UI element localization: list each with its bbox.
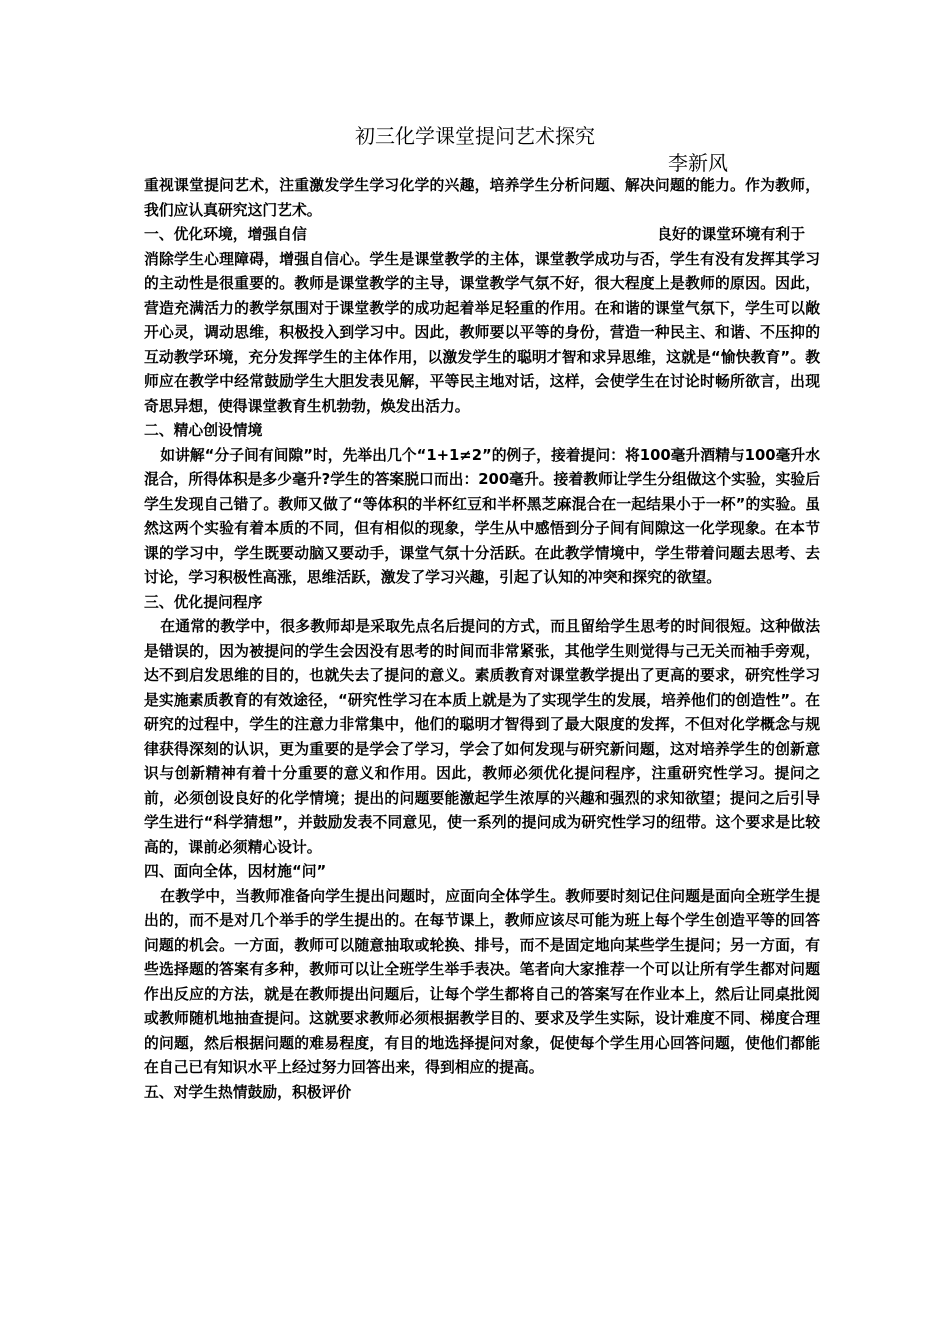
- document-title: 初三化学课堂提问艺术探究: [355, 124, 595, 148]
- document-body: [144, 174, 820, 1105]
- section-4-body: 在教学中，当教师准备向学生提出问题时，应面向全体学生。教师要时刻记住问题是面向全班学生提出的，而不是对几个举手的学生提出的。在每节课上，教师应该尽可能为班上每个学生创造平等的回答问题的机会。一方面，教师可以随意抽取或轮换、排号，而不是固定地向某些学生提问；另一方面，有些选择题的答案有多种，教师可以让全班学生举手表决。笔者向大家推荐一个可以让所有学生都对问题作出反应的方法，就是在教师提出问题后，让每个学生都将自己的答案写在作业本上，然后让同桌批阅或教师随机地抽查提问。这就要求教师必须根据教学目的、要求及学生实际，设计难度不同、梯度合理的问题，然后根据问题的难易程度，有目的地选择提问对象，促使每个学生用心回答问题，使他们都能在自己已有知识水平上经过努力回答出来，得到相应的提高。: [144, 887, 820, 1076]
- section-1-heading: 一、优化环境，增强自信: [144, 226, 307, 243]
- section-5-heading: 五、对学生热情鼓励，积极评价: [144, 1083, 352, 1101]
- section-2-body: 如讲解“分子间有间隙”时，先举出几个“1+1≠2”的例子，接着提问：将100毫升酒精与100毫升水混合，所得体积是多少毫升?学生的答案脱口而出：200毫升。接着教师让学生分组做这个实验，实验后学生发现自己错了。教师又做了“等体积的半杯红豆和半杯黑芝麻混合在一起结果小于一杯”的实验。虽然这两个实验有着本质的不同，但有相似的现象，学生从中感悟到分子间有间隙这一化学现象。在本节课的学习中，学生既要动脑又要动手，课堂气氛十分活跃。在此教学情境中，学生带着问题去思考、去讨论，学习积极性高涨，思维活跃，激发了学习兴趣，引起了认知的冲突和探究的欲望。: [144, 446, 820, 586]
- section-3-body: 在通常的教学中，很多教师却是采取先点名后提问的方式，而且留给学生思考的时间很短。这种做法是错误的，因为被提问的学生会因没有思考的时间而非常紧张，其他学生则觉得与己无关而袖手旁观，达不到启发思维的目的，也就失去了提问的意义。素质教育对课堂教学提出了更高的要求，研究性学习是实施素质教育的有效途径，“研究性学习在本质上就是为了实现学生的发展，培养他们的创造性”。在研究的过程中，学生的注意力非常集中，他们的聪明才智得到了最大限度的发挥，不但对化学概念与规律获得深刻的认识，更为重要的是学会了学习，学会了如何发现与研究新问题，这对培养学生的创新意识与创新精神有着十分重要的意义和作用。因此，教师必须优化提问程序，注重研究性学习。提问之前，必须创设良好的化学情境；提出的问题要能激起学生浓厚的兴趣和强烈的求知欲望；提问之后引导学生进行“科学猜想”，并鼓励发表不同意见，使一系列的提问成为研究性学习的纽带。这个要求是比较高的，课前必须精心设计。: [144, 618, 820, 856]
- intro-paragraph: 重视课堂提问艺术，注重激发学生学习化学的兴趣，培养学生分析问题、解决问题的能力。作为教师，我们应认真研究这门艺术。: [144, 177, 820, 219]
- section-1-body: 消除学生心理障碍，增强自信心。学生是课堂教学的主体，课堂教学成功与否，学生有没有发挥其学习的主动性是很重要的。教师是课堂教学的主导，课堂教学气氛不好，很大程度上是教师的原因。因此，营造充满活力的教学氛围对于课堂教学的成功起着举足轻重的作用。在和谐的课堂气氛下，学生可以敞开心灵，调动思维，积极投入到学习中。因此，教师要以平等的身份，营造一种民主、和谐、不压抑的互动教学环境，充分发挥学生的主体作用，以激发学生的聪明才智和求异思维，这就是“愉快教育”。教师应在教学中经常鼓励学生大胆发表见解，平等民主地对话，这样，会使学生在讨论时畅所欲言，出现奇思异想，使得课堂教育生机勃勃，焕发出活力。: [144, 250, 820, 415]
- section-1-heading-row: [144, 223, 820, 248]
- section-4-heading: 四、面向全体，因材施“问”: [144, 863, 327, 880]
- section-2-heading: 二、精心创设情境: [144, 422, 263, 439]
- author-name: 李新风: [668, 151, 728, 175]
- section-3-heading: 三、优化提问程序: [144, 593, 263, 611]
- section-1-lead: 良好的课堂环境有利于: [657, 226, 805, 243]
